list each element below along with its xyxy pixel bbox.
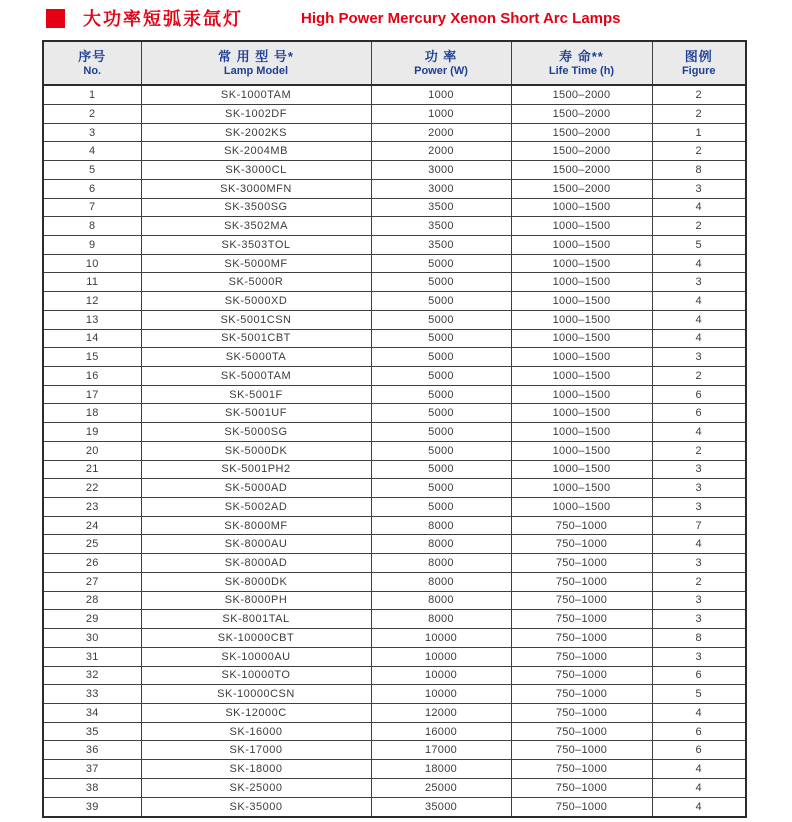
cell-model: SK-5002AD — [141, 498, 371, 517]
cell-life: 750–1000 — [511, 647, 652, 666]
cell-life: 750–1000 — [511, 703, 652, 722]
table-row — [43, 516, 746, 535]
cell-no: 9 — [43, 235, 141, 254]
cell-life: 750–1000 — [511, 572, 652, 591]
table-row — [43, 217, 746, 236]
cell-no: 11 — [43, 273, 141, 292]
cell-figure: 6 — [652, 404, 746, 423]
cell-no: 28 — [43, 591, 141, 610]
cell-no: 3 — [43, 123, 141, 142]
cell-power: 5000 — [371, 441, 511, 460]
table-row — [43, 273, 746, 292]
table-row — [43, 85, 746, 104]
cell-model: SK-10000TO — [141, 666, 371, 685]
cell-no: 16 — [43, 367, 141, 386]
cell-model: SK-8000MF — [141, 516, 371, 535]
cell-figure: 6 — [652, 385, 746, 404]
cell-power: 8000 — [371, 591, 511, 610]
cell-model: SK-5000R — [141, 273, 371, 292]
cell-life: 750–1000 — [511, 797, 652, 817]
col-header-life — [511, 41, 652, 85]
cell-model: SK-2002KS — [141, 123, 371, 142]
cell-life: 1500–2000 — [511, 161, 652, 180]
cell-figure: 3 — [652, 647, 746, 666]
table-row — [43, 460, 746, 479]
cell-figure: 5 — [652, 235, 746, 254]
cell-figure: 4 — [652, 778, 746, 797]
cell-figure: 2 — [652, 85, 746, 104]
table-row — [43, 123, 746, 142]
cell-power: 10000 — [371, 647, 511, 666]
table-row — [43, 479, 746, 498]
cell-figure: 3 — [652, 610, 746, 629]
cell-life: 750–1000 — [511, 685, 652, 704]
table-row — [43, 161, 746, 180]
cell-power: 16000 — [371, 722, 511, 741]
table-row — [43, 385, 746, 404]
table-row — [43, 104, 746, 123]
col-header-figure-en: Figure — [681, 65, 716, 78]
cell-life: 1500–2000 — [511, 179, 652, 198]
cell-power: 5000 — [371, 479, 511, 498]
cell-figure: 3 — [652, 498, 746, 517]
cell-model: SK-3502MA — [141, 217, 371, 236]
table-row — [43, 629, 746, 648]
cell-model: SK-8000DK — [141, 572, 371, 591]
cell-no: 21 — [43, 460, 141, 479]
cell-power: 18000 — [371, 760, 511, 779]
cell-model: SK-5000TA — [141, 348, 371, 367]
cell-power: 5000 — [371, 385, 511, 404]
table-row — [43, 254, 746, 273]
cell-model: SK-5000MF — [141, 254, 371, 273]
table-row — [43, 423, 746, 442]
col-header-model — [141, 41, 371, 85]
cell-figure: 2 — [652, 104, 746, 123]
cell-power: 3000 — [371, 161, 511, 180]
cell-power: 3500 — [371, 198, 511, 217]
cell-no: 22 — [43, 479, 141, 498]
cell-model: SK-12000C — [141, 703, 371, 722]
cell-model: SK-5000TAM — [141, 367, 371, 386]
cell-no: 31 — [43, 647, 141, 666]
table-row — [43, 647, 746, 666]
cell-life: 1000–1500 — [511, 217, 652, 236]
col-header-no-en: No. — [83, 65, 102, 78]
cell-figure: 4 — [652, 292, 746, 311]
cell-figure: 4 — [652, 198, 746, 217]
cell-power: 8000 — [371, 554, 511, 573]
cell-model: SK-5001PH2 — [141, 460, 371, 479]
cell-model: SK-5000SG — [141, 423, 371, 442]
col-header-power — [371, 41, 511, 85]
page-title-zh: 大功率短弧汞氙灯 — [83, 9, 243, 29]
col-header-power-en: Power (W) — [414, 65, 468, 78]
table-row — [43, 441, 746, 460]
cell-no: 14 — [43, 329, 141, 348]
table-row — [43, 367, 746, 386]
cell-life: 750–1000 — [511, 722, 652, 741]
cell-figure: 8 — [652, 629, 746, 648]
cell-figure: 3 — [652, 479, 746, 498]
cell-figure: 5 — [652, 685, 746, 704]
cell-power: 25000 — [371, 778, 511, 797]
table-row — [43, 404, 746, 423]
cell-model: SK-5000AD — [141, 479, 371, 498]
cell-power: 5000 — [371, 460, 511, 479]
cell-model: SK-3500SG — [141, 198, 371, 217]
table-row — [43, 198, 746, 217]
cell-no: 19 — [43, 423, 141, 442]
cell-power: 5000 — [371, 348, 511, 367]
cell-no: 30 — [43, 629, 141, 648]
cell-no: 39 — [43, 797, 141, 817]
cell-life: 1000–1500 — [511, 404, 652, 423]
lamp-table — [42, 40, 747, 818]
cell-no: 7 — [43, 198, 141, 217]
table-row — [43, 179, 746, 198]
cell-life: 1000–1500 — [511, 479, 652, 498]
cell-figure: 2 — [652, 367, 746, 386]
cell-no: 18 — [43, 404, 141, 423]
cell-model: SK-5001UF — [141, 404, 371, 423]
table-row — [43, 610, 746, 629]
col-header-no — [43, 41, 141, 85]
cell-power: 3500 — [371, 235, 511, 254]
cell-power: 35000 — [371, 797, 511, 817]
table-row — [43, 778, 746, 797]
cell-power: 2000 — [371, 142, 511, 161]
cell-life: 750–1000 — [511, 666, 652, 685]
cell-life: 1000–1500 — [511, 292, 652, 311]
table-row — [43, 703, 746, 722]
cell-figure: 6 — [652, 741, 746, 760]
cell-no: 29 — [43, 610, 141, 629]
cell-life: 1000–1500 — [511, 498, 652, 517]
cell-life: 1000–1500 — [511, 310, 652, 329]
col-header-model-en: Lamp Model — [223, 65, 289, 78]
cell-power: 17000 — [371, 741, 511, 760]
cell-no: 36 — [43, 741, 141, 760]
cell-figure: 2 — [652, 441, 746, 460]
cell-model: SK-2004MB — [141, 142, 371, 161]
cell-life: 1500–2000 — [511, 85, 652, 104]
cell-figure: 4 — [652, 254, 746, 273]
cell-model: SK-8000AU — [141, 535, 371, 554]
cell-life: 750–1000 — [511, 610, 652, 629]
cell-model: SK-5001CBT — [141, 329, 371, 348]
cell-life: 1000–1500 — [511, 460, 652, 479]
cell-no: 5 — [43, 161, 141, 180]
cell-life: 750–1000 — [511, 778, 652, 797]
cell-figure: 4 — [652, 423, 746, 442]
col-header-life-en: Life Time (h) — [548, 65, 615, 78]
cell-figure: 4 — [652, 703, 746, 722]
table-row — [43, 666, 746, 685]
cell-model: SK-35000 — [141, 797, 371, 817]
cell-no: 20 — [43, 441, 141, 460]
cell-no: 33 — [43, 685, 141, 704]
table-row — [43, 498, 746, 517]
cell-no: 37 — [43, 760, 141, 779]
table-row — [43, 685, 746, 704]
cell-life: 750–1000 — [511, 516, 652, 535]
cell-life: 750–1000 — [511, 535, 652, 554]
cell-life: 1000–1500 — [511, 385, 652, 404]
cell-no: 24 — [43, 516, 141, 535]
cell-power: 5000 — [371, 273, 511, 292]
cell-life: 1000–1500 — [511, 254, 652, 273]
cell-no: 12 — [43, 292, 141, 311]
table-row — [43, 797, 746, 817]
col-header-no-zh: 序号 — [78, 48, 107, 64]
cell-figure: 3 — [652, 554, 746, 573]
cell-model: SK-10000AU — [141, 647, 371, 666]
cell-figure: 2 — [652, 142, 746, 161]
cell-life: 1000–1500 — [511, 367, 652, 386]
col-header-life-zh: 寿 命** — [559, 48, 604, 64]
cell-no: 26 — [43, 554, 141, 573]
cell-life: 1500–2000 — [511, 142, 652, 161]
cell-power: 3000 — [371, 179, 511, 198]
cell-figure: 4 — [652, 329, 746, 348]
cell-life: 1000–1500 — [511, 235, 652, 254]
cell-model: SK-8000PH — [141, 591, 371, 610]
cell-power: 10000 — [371, 666, 511, 685]
cell-life: 750–1000 — [511, 741, 652, 760]
cell-figure: 1 — [652, 123, 746, 142]
cell-life: 750–1000 — [511, 591, 652, 610]
cell-power: 5000 — [371, 423, 511, 442]
cell-power: 10000 — [371, 685, 511, 704]
cell-no: 13 — [43, 310, 141, 329]
cell-no: 10 — [43, 254, 141, 273]
cell-model: SK-16000 — [141, 722, 371, 741]
col-header-figure — [652, 41, 746, 85]
cell-power: 1000 — [371, 85, 511, 104]
cell-figure: 8 — [652, 161, 746, 180]
cell-life: 1500–2000 — [511, 123, 652, 142]
table-row — [43, 554, 746, 573]
cell-model: SK-18000 — [141, 760, 371, 779]
cell-no: 15 — [43, 348, 141, 367]
cell-model: SK-17000 — [141, 741, 371, 760]
cell-life: 750–1000 — [511, 760, 652, 779]
cell-life: 1000–1500 — [511, 198, 652, 217]
cell-figure: 6 — [652, 722, 746, 741]
cell-figure: 6 — [652, 666, 746, 685]
table-row — [43, 329, 746, 348]
cell-figure: 2 — [652, 572, 746, 591]
cell-power: 5000 — [371, 254, 511, 273]
col-header-model-zh: 常 用 型 号* — [218, 48, 294, 64]
table-row — [43, 348, 746, 367]
cell-life: 1000–1500 — [511, 348, 652, 367]
cell-model: SK-5000XD — [141, 292, 371, 311]
table-header — [43, 41, 746, 85]
cell-figure: 3 — [652, 273, 746, 292]
cell-life: 750–1000 — [511, 629, 652, 648]
table-row — [43, 591, 746, 610]
cell-power: 12000 — [371, 703, 511, 722]
cell-power: 5000 — [371, 292, 511, 311]
cell-figure: 3 — [652, 591, 746, 610]
page-title-en: High Power Mercury Xenon Short Arc Lamps — [301, 9, 621, 27]
cell-power: 8000 — [371, 535, 511, 554]
cell-power: 5000 — [371, 367, 511, 386]
table-body — [43, 85, 746, 817]
cell-model: SK-1002DF — [141, 104, 371, 123]
cell-figure: 4 — [652, 310, 746, 329]
table-row — [43, 535, 746, 554]
cell-power: 1000 — [371, 104, 511, 123]
cell-model: SK-8000AD — [141, 554, 371, 573]
table-row — [43, 310, 746, 329]
table-row — [43, 722, 746, 741]
cell-no: 4 — [43, 142, 141, 161]
cell-life: 1000–1500 — [511, 273, 652, 292]
table-row — [43, 235, 746, 254]
cell-model: SK-1000TAM — [141, 85, 371, 104]
cell-power: 5000 — [371, 329, 511, 348]
cell-model: SK-5001CSN — [141, 310, 371, 329]
cell-no: 23 — [43, 498, 141, 517]
table-row — [43, 572, 746, 591]
cell-life: 750–1000 — [511, 554, 652, 573]
cell-model: SK-3000CL — [141, 161, 371, 180]
cell-power: 5000 — [371, 498, 511, 517]
col-header-figure-zh: 图例 — [684, 48, 713, 64]
table-row — [43, 142, 746, 161]
cell-power: 5000 — [371, 310, 511, 329]
cell-figure: 3 — [652, 179, 746, 198]
cell-model: SK-10000CSN — [141, 685, 371, 704]
cell-no: 1 — [43, 85, 141, 104]
cell-power: 8000 — [371, 516, 511, 535]
cell-no: 34 — [43, 703, 141, 722]
table-row — [43, 741, 746, 760]
cell-no: 35 — [43, 722, 141, 741]
red-square-icon — [46, 9, 65, 28]
cell-power: 3500 — [371, 217, 511, 236]
cell-model: SK-25000 — [141, 778, 371, 797]
cell-figure: 3 — [652, 348, 746, 367]
cell-model: SK-3503TOL — [141, 235, 371, 254]
cell-figure: 4 — [652, 797, 746, 817]
cell-life: 1500–2000 — [511, 104, 652, 123]
cell-figure: 7 — [652, 516, 746, 535]
cell-power: 2000 — [371, 123, 511, 142]
cell-life: 1000–1500 — [511, 441, 652, 460]
cell-power: 5000 — [371, 404, 511, 423]
cell-no: 25 — [43, 535, 141, 554]
cell-model: SK-5001F — [141, 385, 371, 404]
cell-figure: 4 — [652, 760, 746, 779]
cell-no: 17 — [43, 385, 141, 404]
table-row — [43, 760, 746, 779]
cell-no: 27 — [43, 572, 141, 591]
cell-model: SK-8001TAL — [141, 610, 371, 629]
col-header-power-zh: 功 率 — [424, 48, 458, 64]
cell-no: 32 — [43, 666, 141, 685]
cell-no: 8 — [43, 217, 141, 236]
cell-life: 1000–1500 — [511, 329, 652, 348]
cell-figure: 3 — [652, 460, 746, 479]
page-header — [0, 0, 792, 36]
cell-figure: 2 — [652, 217, 746, 236]
table-row — [43, 292, 746, 311]
cell-life: 1000–1500 — [511, 423, 652, 442]
cell-model: SK-3000MFN — [141, 179, 371, 198]
cell-figure: 4 — [652, 535, 746, 554]
cell-model: SK-5000DK — [141, 441, 371, 460]
cell-no: 2 — [43, 104, 141, 123]
cell-no: 38 — [43, 778, 141, 797]
cell-power: 8000 — [371, 610, 511, 629]
cell-power: 10000 — [371, 629, 511, 648]
cell-no: 6 — [43, 179, 141, 198]
cell-model: SK-10000CBT — [141, 629, 371, 648]
cell-power: 8000 — [371, 572, 511, 591]
